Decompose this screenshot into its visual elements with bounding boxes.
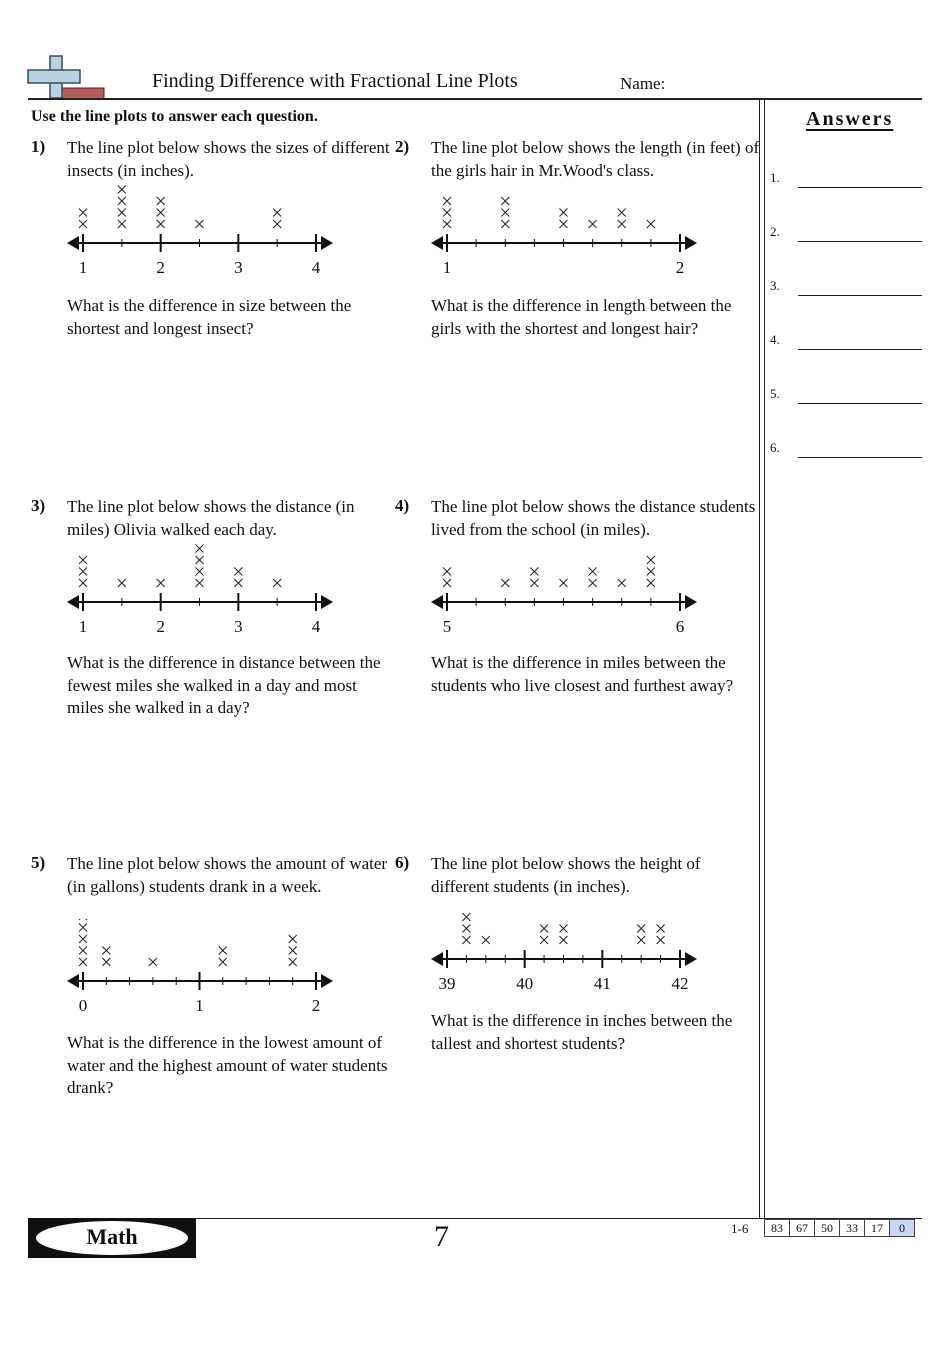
score-cell: 33 <box>840 1220 865 1237</box>
tick-label: 41 <box>593 974 611 993</box>
data-mark-x <box>234 579 242 587</box>
answer-blank[interactable] <box>798 457 922 458</box>
data-mark-x <box>79 220 87 228</box>
axis-arrow-left <box>67 974 79 988</box>
question-prompt: What is the difference in inches between the tallest and shortest students? <box>431 1011 733 1053</box>
answer-blank[interactable] <box>798 241 922 242</box>
tick-label: 2 <box>311 996 321 1015</box>
data-mark-x <box>501 579 509 587</box>
data-mark-x <box>79 919 87 920</box>
data-mark-x <box>196 545 204 553</box>
axis-arrow-right <box>321 974 333 988</box>
tick-label: 3 <box>234 617 243 636</box>
question-number: 6) <box>395 853 410 872</box>
data-mark-x <box>589 568 597 576</box>
data-mark-x <box>196 556 204 564</box>
data-mark-x <box>647 568 655 576</box>
data-mark-x <box>560 579 568 587</box>
tick-label: 1 <box>195 996 204 1015</box>
data-mark-x <box>462 925 470 933</box>
data-mark-x <box>118 209 126 217</box>
name-label: Name: <box>620 74 666 93</box>
data-mark-x <box>196 579 204 587</box>
data-mark-x <box>118 220 126 228</box>
score-range-label: 1-6 <box>731 1221 749 1236</box>
worksheet-title: Finding Difference with Fractional Line Plots <box>152 70 518 92</box>
axis-arrow-left <box>431 952 443 966</box>
data-mark-x <box>289 947 297 955</box>
data-mark-x <box>196 568 204 576</box>
tick-label: 4 <box>311 258 321 277</box>
axis-arrow-right <box>685 595 697 609</box>
data-mark-x <box>637 936 645 944</box>
axis-arrow-left <box>431 595 443 609</box>
answer-blank[interactable] <box>798 187 922 188</box>
tick-label: 2 <box>675 258 685 277</box>
data-mark-x <box>273 209 281 217</box>
data-mark-x <box>637 925 645 933</box>
data-mark-x <box>196 220 204 228</box>
data-mark-x <box>118 186 126 194</box>
data-mark-x <box>157 197 165 205</box>
question-text: The line plot below shows the distance students lived from the school (in miles). <box>431 497 756 539</box>
axis-arrow-right <box>321 236 333 250</box>
answer-blank[interactable] <box>798 295 922 296</box>
data-mark-x <box>501 197 509 205</box>
axis-arrow-right <box>685 236 697 250</box>
answer-row-3[interactable] <box>770 276 922 296</box>
data-mark-x <box>443 220 451 228</box>
line-plot <box>31 181 351 281</box>
data-mark-x <box>657 925 665 933</box>
data-mark-x <box>443 568 451 576</box>
data-mark-x <box>482 936 490 944</box>
data-mark-x <box>589 220 597 228</box>
tick-label: 2 <box>156 617 165 636</box>
data-mark-x <box>560 209 568 217</box>
data-mark-x <box>618 579 626 587</box>
question-number: 4) <box>395 496 410 515</box>
question-number: 2) <box>395 137 410 156</box>
axis-arrow-right <box>685 952 697 966</box>
question-text: The line plot below shows the distance (in miles) Olivia walked each day. <box>67 497 355 539</box>
line-plot <box>395 181 715 281</box>
tick-label: 2 <box>156 258 165 277</box>
data-mark-x <box>501 209 509 217</box>
data-mark-x <box>462 913 470 921</box>
data-mark-x <box>289 958 297 966</box>
data-mark-x <box>79 579 87 587</box>
tick-label: 4 <box>311 617 321 636</box>
data-mark-x <box>647 579 655 587</box>
tick-label: 39 <box>438 974 456 993</box>
tick-label: 0 <box>78 996 88 1015</box>
data-mark-x <box>289 935 297 943</box>
data-mark-x <box>443 209 451 217</box>
answer-row-1[interactable] <box>770 168 922 188</box>
score-cell: 67 <box>790 1220 815 1237</box>
data-mark-x <box>540 936 548 944</box>
tick-label: 40 <box>516 974 534 993</box>
data-mark-x <box>149 958 157 966</box>
data-mark-x <box>79 958 87 966</box>
question-prompt: What is the difference in distance between the fewest miles she walked in a day and most miles she walked in a day? <box>67 653 381 717</box>
data-mark-x <box>647 556 655 564</box>
page-number: 7 <box>434 1220 449 1253</box>
data-mark-x <box>273 579 281 587</box>
data-mark-x <box>219 947 227 955</box>
data-mark-x <box>118 579 126 587</box>
data-mark-x <box>540 925 548 933</box>
data-mark-x <box>102 958 110 966</box>
score-cell: 50 <box>815 1220 840 1237</box>
question-prompt: What is the difference in length between the girls with the shortest and longest hair? <box>431 296 732 338</box>
data-mark-x <box>219 958 227 966</box>
tick-label: 1 <box>442 258 452 277</box>
data-mark-x <box>560 220 568 228</box>
question-prompt: What is the difference in the lowest amount of water and the highest amount of water students drank? <box>67 1033 388 1097</box>
answer-row-2[interactable] <box>770 222 922 242</box>
instructions: Use the line plots to answer each question. <box>31 108 318 125</box>
answer-row-4[interactable] <box>770 330 922 350</box>
answer-blank[interactable] <box>798 403 922 404</box>
line-plot <box>395 897 715 997</box>
score-cell: 83 <box>765 1220 790 1237</box>
answer-number: 3. <box>770 278 780 293</box>
axis-arrow-left <box>67 595 79 609</box>
question-text: The line plot below shows the amount of water (in gallons) students drank in a week. <box>67 854 388 896</box>
header-rule <box>28 98 922 100</box>
tick-label: 5 <box>442 617 452 636</box>
data-mark-x <box>501 220 509 228</box>
data-mark-x <box>157 579 165 587</box>
data-mark-x <box>560 925 568 933</box>
axis-arrow-right <box>321 595 333 609</box>
data-mark-x <box>618 220 626 228</box>
tick-label: 42 <box>671 974 689 993</box>
worksheet-logo-icon <box>24 52 114 102</box>
tick-label: 6 <box>675 617 685 636</box>
data-mark-x <box>79 209 87 217</box>
score-table <box>764 1219 915 1237</box>
answers-title: Answers <box>806 108 894 130</box>
data-mark-x <box>79 924 87 932</box>
data-mark-x <box>79 568 87 576</box>
data-mark-x <box>79 556 87 564</box>
answer-blank[interactable] <box>798 349 922 350</box>
data-mark-x <box>657 936 665 944</box>
answer-number: 2. <box>770 224 780 239</box>
data-mark-x <box>530 568 538 576</box>
question-text: The line plot below shows the height of different students (in inches). <box>431 854 701 896</box>
question-prompt: What is the difference in miles between the students who live closest and furthest away? <box>431 653 734 695</box>
question-text: The line plot below shows the sizes of different insects (in inches). <box>67 138 390 180</box>
question-number: 5) <box>31 853 46 872</box>
axis-arrow-left <box>431 236 443 250</box>
question-number: 3) <box>31 496 46 515</box>
answer-number: 1. <box>770 170 780 185</box>
answer-column-divider-inner <box>764 100 765 1218</box>
data-mark-x <box>530 579 538 587</box>
answer-row-6[interactable] <box>770 438 922 458</box>
answer-row-5[interactable] <box>770 384 922 404</box>
axis-arrow-left <box>67 236 79 250</box>
data-mark-x <box>102 947 110 955</box>
data-mark-x <box>443 579 451 587</box>
data-mark-x <box>647 220 655 228</box>
tick-label: 1 <box>78 617 88 636</box>
data-mark-x <box>79 935 87 943</box>
data-mark-x <box>560 936 568 944</box>
data-mark-x <box>589 579 597 587</box>
data-mark-x <box>462 936 470 944</box>
question-prompt: What is the difference in size between the shortest and longest insect? <box>67 296 352 338</box>
data-mark-x <box>618 209 626 217</box>
data-mark-x <box>157 220 165 228</box>
answer-number: 6. <box>770 440 780 455</box>
score-cell: 17 <box>865 1220 890 1237</box>
score-cell: 0 <box>890 1220 915 1237</box>
tick-label: 3 <box>234 258 243 277</box>
answer-number: 4. <box>770 332 780 347</box>
answer-number: 5. <box>770 386 780 401</box>
math-logo-text: Math <box>86 1224 138 1249</box>
data-mark-x <box>234 568 242 576</box>
data-mark-x <box>273 220 281 228</box>
line-plot <box>31 540 351 640</box>
data-mark-x <box>79 947 87 955</box>
line-plot <box>31 919 351 1019</box>
tick-label: 1 <box>78 258 88 277</box>
question-number: 1) <box>31 137 46 156</box>
data-mark-x <box>443 197 451 205</box>
data-mark-x <box>157 209 165 217</box>
line-plot <box>395 540 715 640</box>
question-text: The line plot below shows the length (in feet) of the girls hair in Mr.Wood's class. <box>431 138 760 180</box>
data-mark-x <box>118 197 126 205</box>
